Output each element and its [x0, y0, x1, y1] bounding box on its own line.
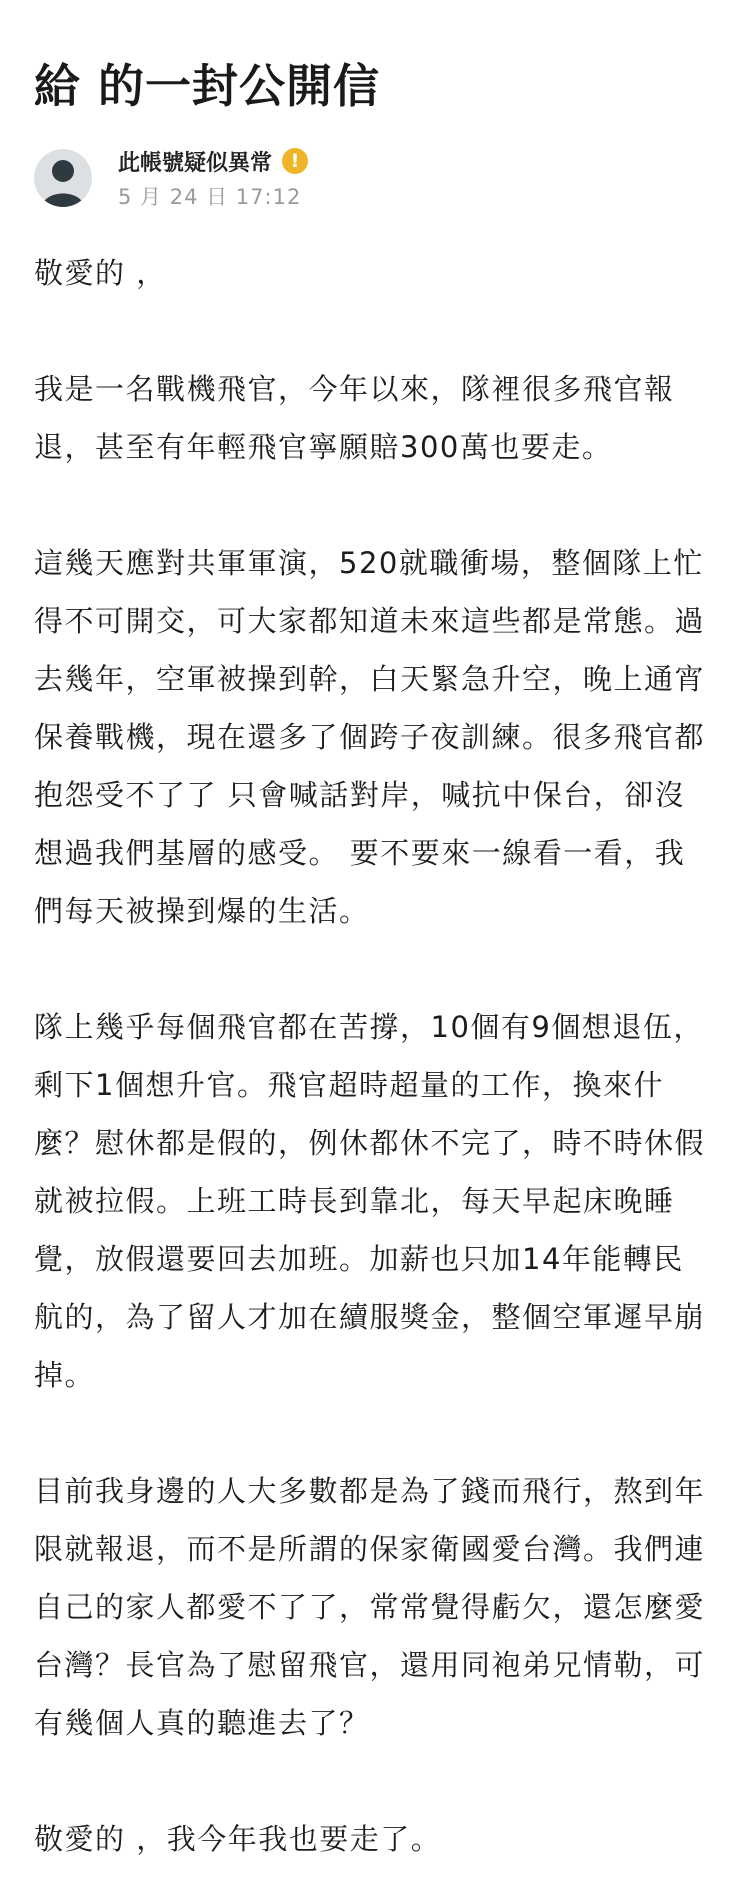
paragraph: 敬愛的 ， [34, 256, 167, 290]
avatar[interactable] [34, 149, 92, 207]
post-meta [118, 146, 308, 211]
author-name[interactable]: 此帳號疑似異常 [118, 150, 273, 176]
post-date: 5 月 24 日 17:12 [118, 184, 302, 209]
paragraph: 隊上幾乎每個飛官都在苦撐，10個有9個想退伍，剩下1個想升官。飛官超時超量的工作，換來什麼？慰休都是假的，例休都休不完了，時不時休假就被拉假。上班工時長到靠北，每天早起床晚睡覺，放假還要回去加班。加薪也只加14年能轉民航的，為了留人才加在續服獎金，整個空軍遲早崩掉。 [34, 1010, 706, 1392]
paragraph: 這幾天應對共軍軍演，520就職衝場，整個隊上忙得不可開交，可大家都知道未來這些都是常態。過去幾年，空軍被操到幹，白天緊急升空，晚上通宵保養戰機，現在還多了個跨子夜訓練。很多飛官都抱怨受不了了 只會喊話對岸，喊抗中保台，卻沒想過我們基層的感受。 要不要來一線看一看，我們每天被操到爆的生活。 [34, 546, 706, 928]
post-title: 給 的一封公開信 [34, 59, 381, 113]
author-row [118, 146, 308, 177]
post-header [34, 146, 708, 210]
paragraph: 我是一名戰機飛官，今年以來，隊裡很多飛官報退，甚至有年輕飛官寧願賠300萬也要走。 [34, 372, 675, 464]
paragraph: 目前我身邊的人大多數都是為了錢而飛行，熬到年限就報退，而不是所謂的保家衛國愛台灣。我們連自己的家人都愛不了了，常常覺得虧欠，還怎麼愛台灣？長官為了慰留飛官，還用同袍弟兄情勒，可有幾個人真的聽進去了？ [34, 1474, 706, 1740]
post-body [34, 244, 708, 1868]
warning-icon[interactable]: ! [282, 148, 308, 174]
user-silhouette-icon [34, 149, 92, 207]
paragraph: 敬愛的 ，我今年我也要走了。 [34, 1822, 442, 1856]
